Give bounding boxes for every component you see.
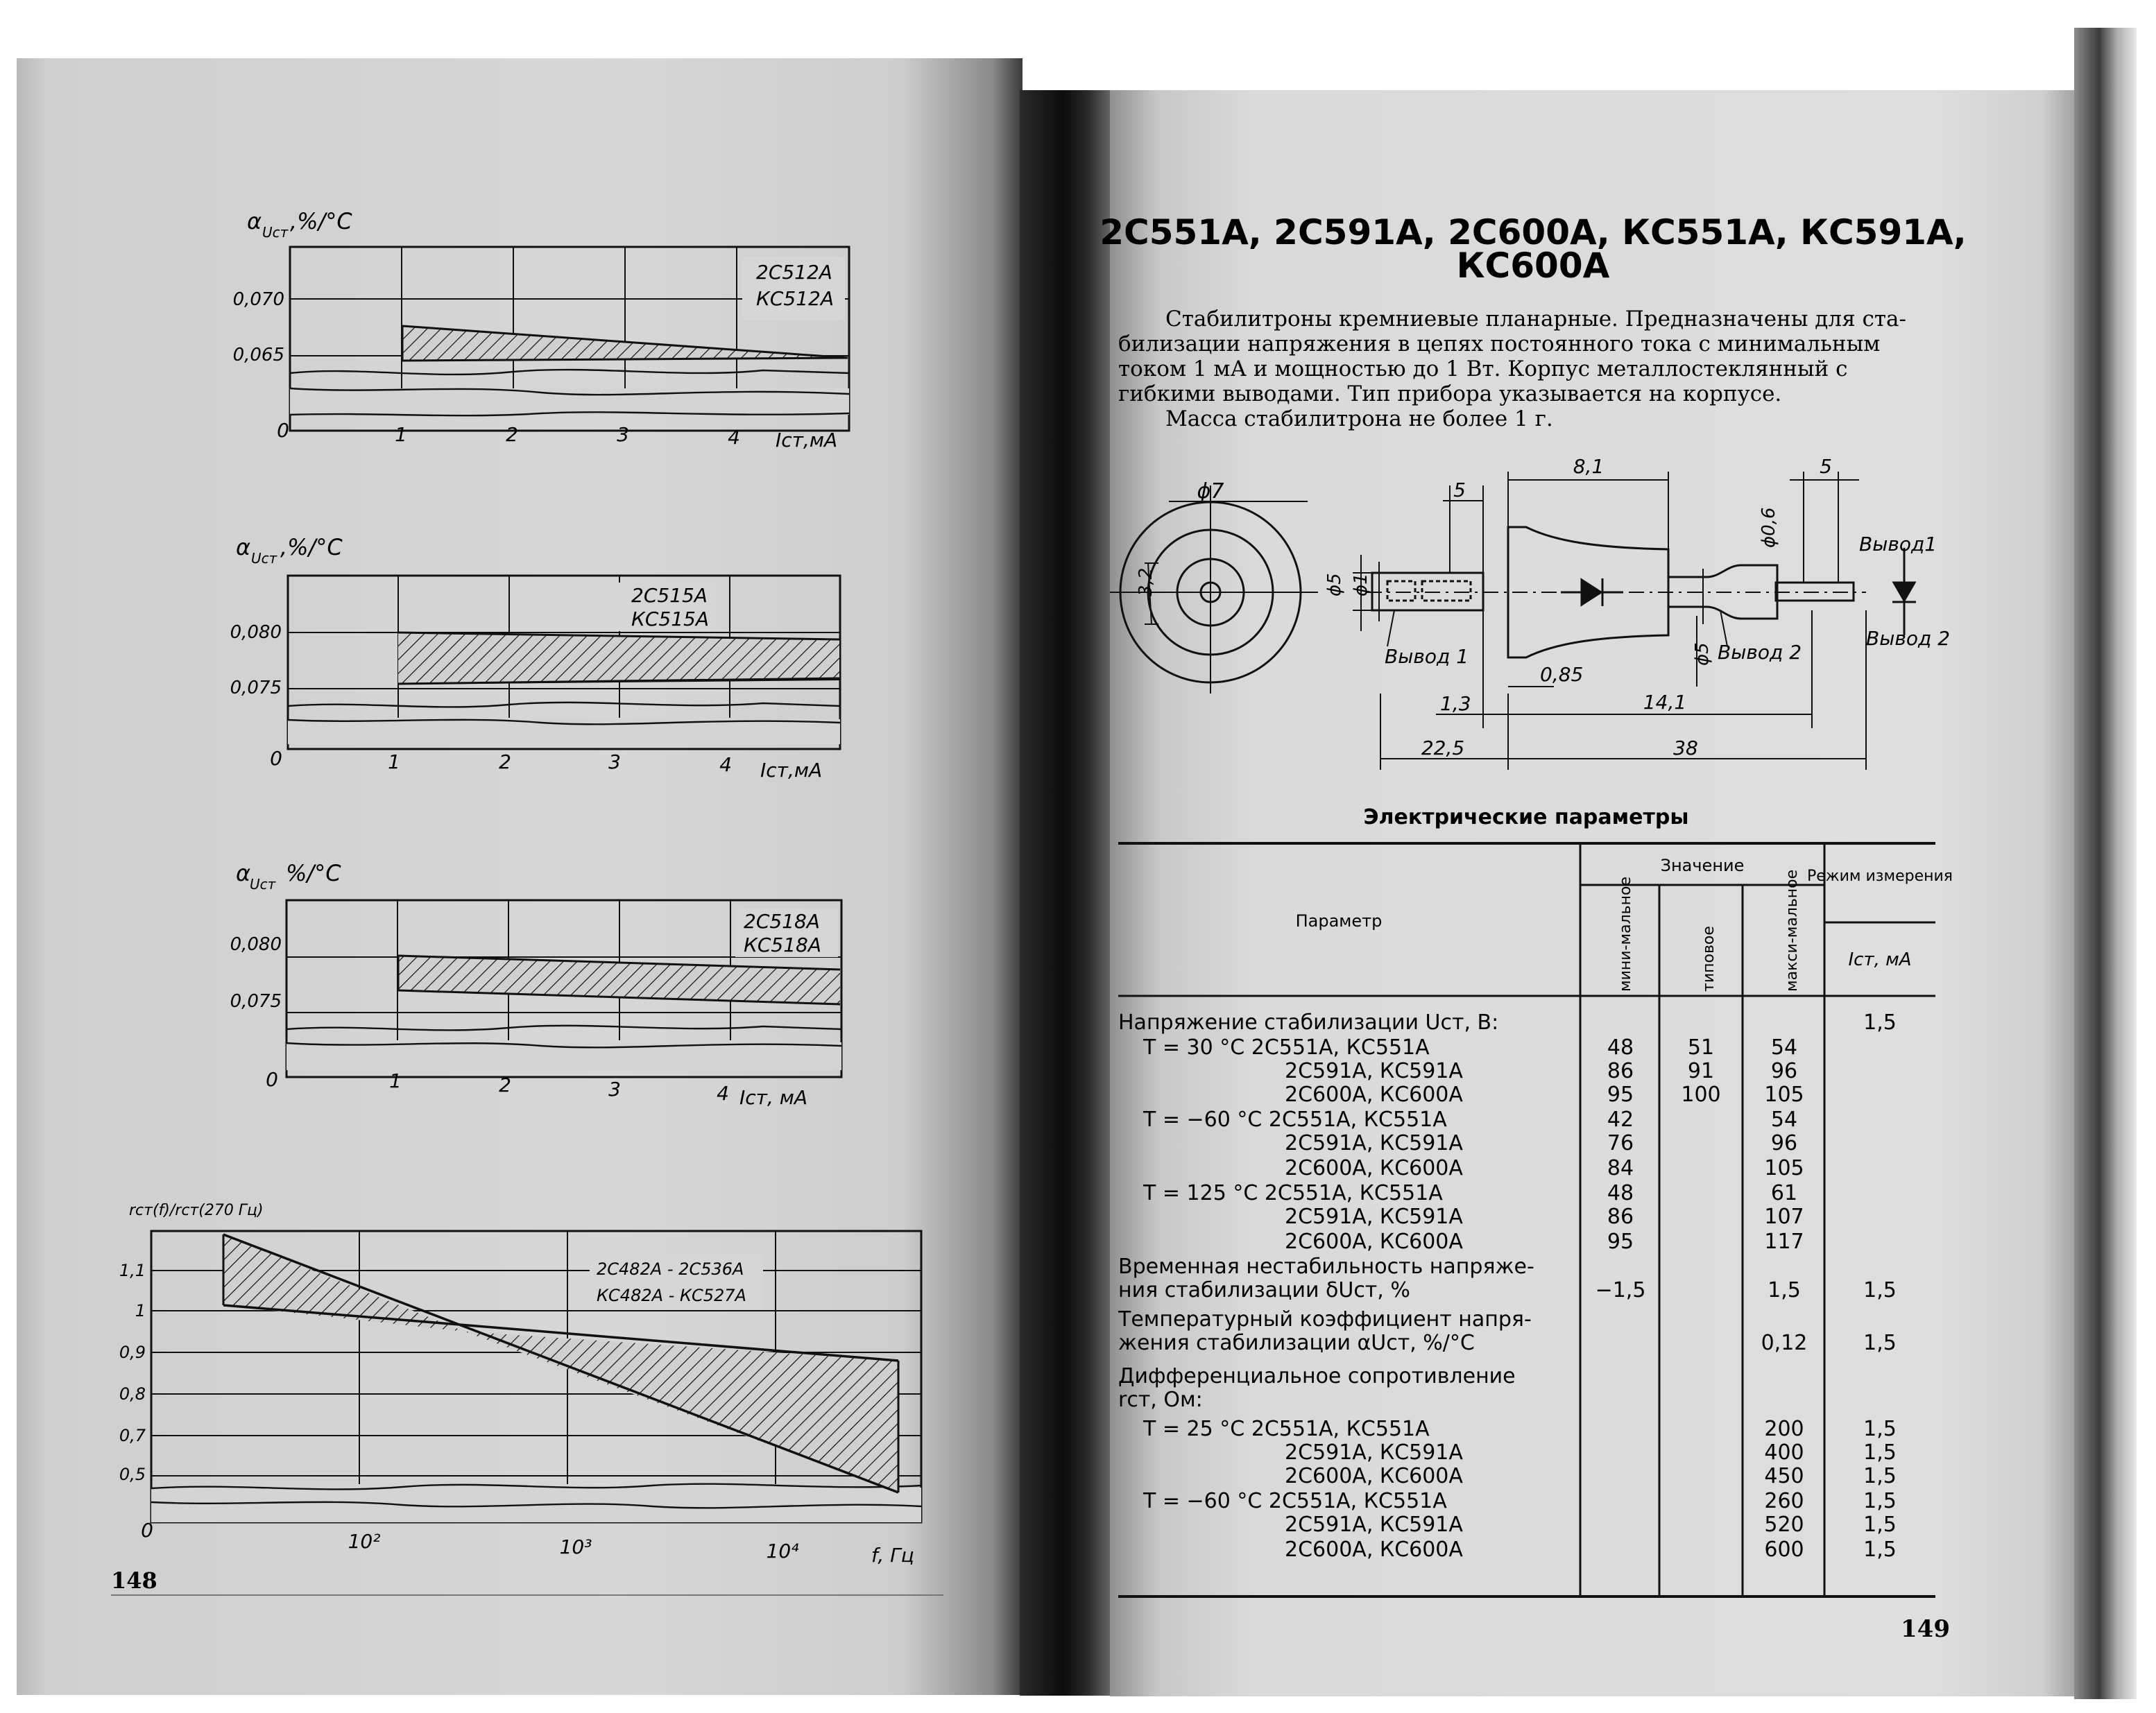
dim-1-3: 1,3 xyxy=(1440,692,1471,715)
chart-1-xtick: 1 xyxy=(395,423,407,446)
chart-4-ytick: 0,9 xyxy=(119,1343,146,1362)
value-max: 400 xyxy=(1764,1440,1804,1465)
value-min: 84 xyxy=(1607,1156,1634,1180)
chart-2-xtick: 2 xyxy=(499,750,511,773)
chart-3-xtick: 3 xyxy=(608,1078,621,1101)
table-row-label: Дифференциальное сопротивление xyxy=(1118,1364,1516,1388)
chart-3 xyxy=(230,860,841,1109)
chart-2-ytick: 0,080 xyxy=(230,622,282,643)
table-row-label: rст, Ом: xyxy=(1118,1388,1203,1412)
chart-2-ytick: 0,075 xyxy=(230,678,282,698)
chart-3-ytick: 0,075 xyxy=(230,991,282,1012)
value-max: 54 xyxy=(1770,1108,1798,1132)
chart-2-xtick: 3 xyxy=(608,750,621,773)
head-max: макси-мальное xyxy=(1783,869,1801,992)
chart-2-ylabel-unit: ,%/°C xyxy=(280,534,343,560)
value-min: 86 xyxy=(1607,1059,1634,1083)
table-header xyxy=(1296,856,1953,992)
chart-2-xtick: 1 xyxy=(388,750,400,773)
table-row-label: 2С591А, КС591А xyxy=(1285,1440,1463,1465)
chart-2-band xyxy=(398,632,839,684)
value-min: 86 xyxy=(1607,1205,1634,1229)
chart-3-ylabel-unit: %/°C xyxy=(286,860,341,886)
chart-3-xtick: 2 xyxy=(499,1074,511,1096)
chart-4 xyxy=(119,1202,921,1567)
value-max: 105 xyxy=(1764,1083,1804,1107)
value-min: 95 xyxy=(1607,1083,1634,1107)
dim-0-85: 0,85 xyxy=(1540,663,1584,686)
dim-d7: ϕ7 xyxy=(1197,479,1224,503)
value-max: 0,12 xyxy=(1761,1331,1808,1355)
label-lead-1: Вывод 1 xyxy=(1385,645,1469,668)
dim-d0-6: ϕ0,6 xyxy=(1759,507,1779,548)
head-param: Параметр xyxy=(1295,911,1383,931)
chart-2-legend-1: 2С515А xyxy=(631,584,708,607)
chart-3-legend-1: 2С518А xyxy=(744,910,820,933)
table-row-label: 2С591А, КС591А xyxy=(1285,1131,1463,1155)
table-row-label: 2С600А, КС600А xyxy=(1285,1464,1463,1488)
value-max: 107 xyxy=(1764,1205,1804,1229)
chart-4-ytick: 1,1 xyxy=(119,1261,146,1280)
head-min: мини-мальное xyxy=(1617,877,1634,992)
value-ist: 1,5 xyxy=(1863,1513,1897,1537)
chart-2-xtick: 0 xyxy=(270,747,282,770)
value-max: 600 xyxy=(1764,1538,1804,1562)
chart-1-ylabel-unit: ,%/°C xyxy=(290,208,352,234)
parameters-table xyxy=(1118,843,1935,1596)
value-typ: 51 xyxy=(1687,1035,1715,1060)
right-page-number: 149 xyxy=(1901,1615,1950,1643)
dim-d5: ϕ5 xyxy=(1324,573,1345,596)
value-ist: 1,5 xyxy=(1863,1331,1897,1355)
chart-4-xtick: 10⁴ xyxy=(766,1540,799,1563)
table-caption: Электрические параметры xyxy=(1363,805,1689,829)
table-row-label: ния стабилизации δUст, % xyxy=(1118,1278,1410,1302)
dim-22-5: 22,5 xyxy=(1421,737,1465,759)
value-typ: 91 xyxy=(1687,1059,1715,1083)
value-min: 42 xyxy=(1607,1108,1634,1132)
chart-4-xtick: 10² xyxy=(348,1530,381,1553)
dim-5b: 5 xyxy=(1820,455,1832,478)
value-max: 61 xyxy=(1770,1181,1798,1205)
label-lead-2-symbol: Вывод 2 xyxy=(1866,627,1951,650)
label-lead-1-symbol: Вывод1 xyxy=(1859,533,1937,556)
value-ist: 1,5 xyxy=(1863,1010,1897,1035)
chart-4-xlabel: f, Гц xyxy=(871,1544,914,1567)
chart-1-legend-1: 2С512А xyxy=(756,261,832,284)
chart-4-ytick: 0,5 xyxy=(119,1465,146,1484)
package-drawing xyxy=(1110,472,1916,770)
dim-d1: ϕ1 xyxy=(1351,573,1371,596)
chart-3-legend-2: КС518А xyxy=(744,933,822,956)
page-title-line2: КС600А xyxy=(1456,246,1610,286)
chart-1-legend-2: КС512А xyxy=(756,287,835,310)
chart-2 xyxy=(230,534,840,782)
chart-3-xtick: 4 xyxy=(717,1082,729,1105)
dim-8-1: 8,1 xyxy=(1573,455,1605,478)
table-row-label: Напряжение стабилизации Uст, В: xyxy=(1118,1010,1499,1035)
chart-3-xlabel: Iст, мА xyxy=(739,1086,808,1109)
chart-4-xtick: 10³ xyxy=(559,1535,592,1558)
left-page-number: 148 xyxy=(111,1567,157,1594)
table-row-label: T = 125 °C 2С551А, КС551А xyxy=(1143,1181,1443,1205)
page-title: 2С551А, 2С591А, 2С600А, КС551А, КС591А, xyxy=(1100,212,1967,252)
chart-4-ytick: 0,7 xyxy=(119,1426,146,1445)
table-row-label: 2С591А, КС591А xyxy=(1285,1513,1463,1537)
head-typ: типовое xyxy=(1700,926,1718,992)
head-ist: Iст, мА xyxy=(1848,949,1912,970)
value-ist: 1,5 xyxy=(1863,1464,1897,1488)
description-line: током 1 мА и мощностью до 1 Вт. Корпус металлостеклянный с xyxy=(1118,356,1848,381)
table-row-label: Температурный коэффициент напря- xyxy=(1118,1307,1532,1332)
chart-4-xtick: 0 xyxy=(141,1519,153,1542)
value-max: 105 xyxy=(1764,1156,1804,1180)
chart-3-ylabel-sub: Uст xyxy=(250,876,276,893)
dim-d5b: ϕ5 xyxy=(1692,642,1713,666)
dim-5a: 5 xyxy=(1453,479,1466,501)
head-mode: Режим измерения xyxy=(1806,868,1953,885)
chart-3-xtick: 0 xyxy=(266,1068,278,1091)
chart-1-xtick: 0 xyxy=(277,419,289,442)
description-line: Стабилитроны кремниевые планарные. Предназначены для ста- xyxy=(1165,307,1906,332)
value-max: 200 xyxy=(1764,1417,1804,1441)
chart-4-legend-2: КС482А - КС527А xyxy=(597,1286,746,1305)
mass-line: Масса стабилитрона не более 1 г. xyxy=(1165,406,1553,431)
table-body xyxy=(1118,1010,1897,1562)
value-max: 96 xyxy=(1770,1131,1798,1155)
value-ist: 1,5 xyxy=(1863,1417,1897,1441)
description-line: гибкими выводами. Тип прибора указывается на корпусе. xyxy=(1118,381,1782,406)
value-min: 76 xyxy=(1607,1131,1634,1155)
value-max: 54 xyxy=(1770,1035,1798,1060)
table-row-label: 2С600А, КС600А xyxy=(1285,1230,1463,1254)
table-row-label: Временная нестабильность напряже- xyxy=(1118,1255,1534,1279)
value-max: 117 xyxy=(1764,1230,1804,1254)
table-row-label: 2С591А, КС591А xyxy=(1285,1059,1463,1083)
table-row-label: T = −60 °C 2С551А, КС551А xyxy=(1143,1108,1447,1132)
value-ist: 1,5 xyxy=(1863,1278,1897,1302)
value-ist: 1,5 xyxy=(1863,1538,1897,1562)
value-ist: 1,5 xyxy=(1863,1489,1897,1513)
chart-3-ylabel: α xyxy=(236,860,251,886)
table-row-label: 2С600А, КС600А xyxy=(1285,1156,1463,1180)
value-typ: 100 xyxy=(1681,1083,1721,1107)
chart-1-xtick: 2 xyxy=(506,423,518,446)
description xyxy=(1118,307,1906,431)
chart-1-ylabel: α xyxy=(247,208,262,234)
table-row-label: 2С591А, КС591А xyxy=(1285,1205,1463,1229)
chart-1-ylabel-sub: Uст xyxy=(262,224,289,241)
chart-1-ytick: 0,070 xyxy=(232,289,284,310)
chart-1-xlabel: Iст,мА xyxy=(776,429,838,451)
chart-2-ylabel: α xyxy=(236,534,251,560)
chart-2-xlabel: Iст,мА xyxy=(760,759,823,782)
dim-38: 38 xyxy=(1673,737,1698,759)
value-min: 48 xyxy=(1607,1181,1634,1205)
chart-1 xyxy=(233,208,849,451)
dim-3-2: 3,2 xyxy=(1136,567,1156,596)
label-lead-2: Вывод 2 xyxy=(1718,641,1802,664)
value-max: 260 xyxy=(1764,1489,1804,1513)
chart-4-ylabel: rст(f)/rст(270 Гц) xyxy=(129,1202,264,1219)
value-min: 48 xyxy=(1607,1035,1634,1060)
value-max: 96 xyxy=(1770,1059,1798,1083)
chart-3-xtick: 1 xyxy=(389,1069,402,1092)
table-row-label: 2С600А, КС600А xyxy=(1285,1538,1463,1562)
chart-2-xtick: 4 xyxy=(719,753,732,776)
head-value: Значение xyxy=(1660,856,1745,875)
value-max: 450 xyxy=(1764,1464,1804,1488)
chart-1-xtick: 4 xyxy=(728,426,740,449)
value-min: 95 xyxy=(1607,1230,1634,1254)
table-row-label: T = 25 °C 2С551А, КС551А xyxy=(1143,1417,1430,1441)
chart-1-ytick: 0,065 xyxy=(232,345,284,365)
value-max: 520 xyxy=(1764,1513,1804,1537)
table-row-label: T = 30 °C 2С551А, КС551А xyxy=(1143,1035,1430,1060)
chart-1-xtick: 3 xyxy=(617,423,629,446)
table-row-label: 2С600А, КС600А xyxy=(1285,1083,1463,1107)
chart-2-legend-2: КС515А xyxy=(631,608,710,630)
chart-2-ylabel-sub: Uст xyxy=(251,550,277,567)
value-max: 1,5 xyxy=(1768,1278,1801,1302)
chart-4-ytick: 1 xyxy=(135,1301,146,1320)
table-row-label: T = −60 °C 2С551А, КС551А xyxy=(1143,1489,1447,1513)
dim-14-1: 14,1 xyxy=(1643,691,1687,714)
value-ist: 1,5 xyxy=(1863,1440,1897,1465)
chart-4-ytick: 0,8 xyxy=(119,1384,146,1404)
description-line: билизации напряжения в цепях постоянного тока с минимальным xyxy=(1118,332,1881,356)
chart-3-ytick: 0,080 xyxy=(230,934,282,955)
table-row-label: жения стабилизации αUст, %/°C xyxy=(1118,1331,1475,1355)
chart-4-legend-1: 2С482А - 2С536А xyxy=(597,1259,744,1279)
value-min: −1,5 xyxy=(1595,1278,1646,1302)
